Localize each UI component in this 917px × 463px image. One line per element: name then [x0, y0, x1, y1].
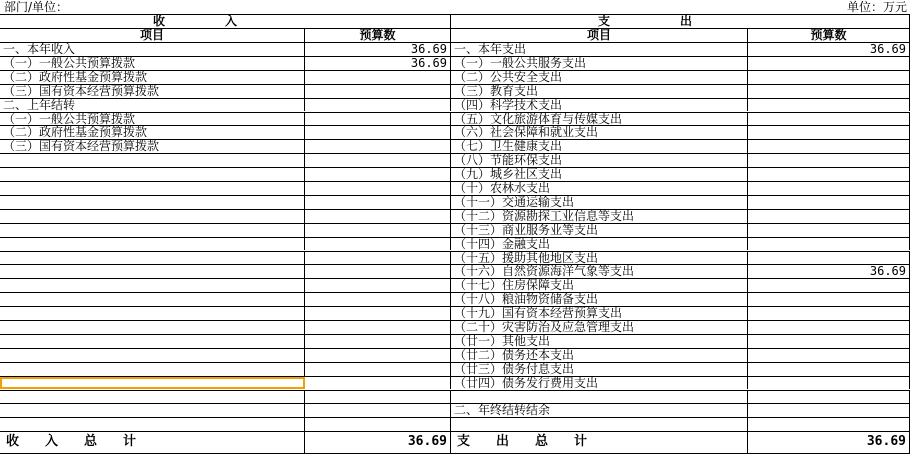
income-item-cell[interactable]: 二、上年结转	[0, 99, 305, 112]
income-item-cell[interactable]	[0, 335, 305, 348]
income-item-cell[interactable]	[0, 307, 305, 320]
income-budget-cell[interactable]: 36.69	[305, 57, 451, 70]
expense-item-cell[interactable]: （廿三）债务付息支出	[451, 363, 748, 376]
table-row	[0, 209, 910, 223]
expense-budget-cell[interactable]	[748, 113, 910, 126]
expense-budget-cell[interactable]	[748, 71, 910, 84]
expense-item-cell[interactable]: （十九）国有资本经营预算支出	[451, 307, 748, 320]
expense-item-cell[interactable]: （八）节能环保支出	[451, 154, 748, 167]
table-row	[0, 42, 910, 56]
expense-budget-cell[interactable]	[748, 210, 910, 223]
income-budget-cell[interactable]	[305, 71, 451, 84]
expense-item-cell[interactable]: （九）城乡社区支出	[451, 168, 748, 181]
income-budget-cell[interactable]	[305, 85, 451, 98]
expense-item-cell[interactable]: （六）社会保障和就业支出	[451, 126, 748, 139]
income-budget-cell[interactable]	[305, 321, 451, 334]
expense-item-cell[interactable]	[451, 391, 748, 404]
expense-item-cell[interactable]: （二）公共安全支出	[451, 71, 748, 84]
table-row	[0, 84, 910, 98]
table-row	[0, 167, 910, 181]
expense-item-cell[interactable]: （四）科学技术支出	[451, 99, 748, 112]
income-budget-cell[interactable]	[305, 265, 451, 278]
income-item-cell[interactable]: （一）一般公共预算拨款	[0, 113, 305, 126]
income-item-cell[interactable]	[0, 363, 305, 376]
expense-item-cell[interactable]: （廿一）其他支出	[451, 335, 748, 348]
income-item-cell[interactable]	[0, 418, 305, 431]
expense-budget-cell[interactable]: 36.69	[748, 43, 910, 56]
income-total-label: 收入总计	[0, 432, 305, 453]
expense-budget-cell[interactable]	[748, 293, 910, 306]
table-row	[0, 181, 910, 195]
income-budget-cell[interactable]	[305, 140, 451, 153]
table-row	[0, 362, 910, 376]
table-row	[0, 139, 910, 153]
expense-budget-cell[interactable]	[748, 252, 910, 265]
income-budget-cell[interactable]	[305, 377, 451, 390]
income-item-cell[interactable]	[0, 168, 305, 181]
table-row	[0, 237, 910, 251]
expense-item-cell[interactable]: （十五）援助其他地区支出	[451, 252, 748, 265]
expense-item-header: 项目	[451, 29, 748, 42]
income-item-cell[interactable]	[0, 182, 305, 195]
income-budget-cell[interactable]	[305, 238, 451, 251]
income-item-cell[interactable]: （一）一般公共预算拨款	[0, 57, 305, 70]
income-budget-cell[interactable]	[305, 196, 451, 209]
income-budget-cell[interactable]	[305, 391, 451, 404]
table-row	[0, 320, 910, 334]
expense-budget-cell[interactable]	[748, 85, 910, 98]
income-item-cell[interactable]	[0, 321, 305, 334]
expense-item-cell[interactable]: （三）教育支出	[451, 85, 748, 98]
table-row	[0, 264, 910, 278]
expense-item-cell[interactable]: （二十）灾害防治及应急管理支出	[451, 321, 748, 334]
income-budget-cell[interactable]	[305, 126, 451, 139]
budget-table	[0, 14, 910, 453]
expense-budget-cell[interactable]	[748, 321, 910, 334]
income-total-value: 36.69	[305, 432, 451, 453]
expense-item-cell[interactable]: 二、年终结转结余	[451, 404, 748, 417]
expense-item-cell[interactable]: （十六）自然资源海洋气象等支出	[451, 265, 748, 278]
expense-item-cell[interactable]: （十）农林水支出	[451, 182, 748, 195]
table-row	[0, 403, 910, 417]
income-budget-cell[interactable]	[305, 418, 451, 431]
expense-item-cell[interactable]: 一、本年支出	[451, 43, 748, 56]
column-header-row	[0, 28, 910, 42]
table-row	[0, 56, 910, 70]
expense-budget-cell[interactable]	[748, 391, 910, 404]
income-budget-cell[interactable]	[305, 293, 451, 306]
section-header-row	[0, 14, 910, 28]
income-item-cell[interactable]	[0, 404, 305, 417]
expense-budget-cell[interactable]	[748, 57, 910, 70]
table-row	[0, 112, 910, 126]
table-row	[0, 376, 910, 390]
income-budget-cell[interactable]	[305, 307, 451, 320]
expense-budget-cell[interactable]	[748, 377, 910, 390]
expense-budget-cell[interactable]	[748, 126, 910, 139]
expense-budget-cell[interactable]	[748, 140, 910, 153]
expense-budget-cell[interactable]	[748, 238, 910, 251]
expense-item-cell[interactable]: （十三）商业服务业等支出	[451, 224, 748, 237]
income-item-header: 项目	[0, 29, 305, 42]
income-item-cell[interactable]	[0, 224, 305, 237]
table-row	[0, 306, 910, 320]
table-row	[0, 251, 910, 265]
expense-budget-cell[interactable]	[748, 224, 910, 237]
table-row	[0, 390, 910, 404]
expense-total-value: 36.69	[748, 432, 910, 453]
income-item-cell[interactable]: （三）国有资本经营预算拨款	[0, 85, 305, 98]
income-item-cell[interactable]	[0, 210, 305, 223]
expense-budget-cell[interactable]	[748, 307, 910, 320]
table-row	[0, 98, 910, 112]
income-budget-cell[interactable]	[305, 168, 451, 181]
table-row	[0, 70, 910, 84]
expense-budget-cell[interactable]	[748, 335, 910, 348]
income-item-cell[interactable]	[0, 265, 305, 278]
expense-item-cell[interactable]: （十一）交通运输支出	[451, 196, 748, 209]
expense-item-cell[interactable]: （廿四）债务发行费用支出	[451, 377, 748, 390]
expense-budget-cell[interactable]	[748, 279, 910, 292]
expense-item-cell[interactable]: （十七）住房保障支出	[451, 279, 748, 292]
expense-item-cell[interactable]: （七）卫生健康支出	[451, 140, 748, 153]
total-row	[0, 431, 910, 453]
expense-budget-cell[interactable]	[748, 404, 910, 417]
expense-budget-cell[interactable]	[748, 363, 910, 376]
income-budget-cell[interactable]	[305, 182, 451, 195]
expense-budget-cell[interactable]	[748, 196, 910, 209]
expense-item-cell[interactable]: （五）文化旅游体育与传媒支出	[451, 113, 748, 126]
table-row	[0, 292, 910, 306]
expense-item-cell[interactable]: （一）一般公共服务支出	[451, 57, 748, 70]
income-budget-cell[interactable]	[305, 113, 451, 126]
income-item-cell[interactable]: 一、本年收入	[0, 43, 305, 56]
income-budget-cell[interactable]	[305, 279, 451, 292]
expense-section-title: 支出	[451, 15, 910, 28]
dept-label: 部门/单位：	[4, 0, 69, 14]
expense-total-label: 支出总计	[451, 432, 748, 453]
income-item-cell[interactable]	[0, 279, 305, 292]
table-row	[0, 125, 910, 139]
expense-budget-cell[interactable]	[748, 99, 910, 112]
income-item-cell[interactable]	[0, 154, 305, 167]
table-row	[0, 278, 910, 292]
income-item-cell[interactable]	[0, 196, 305, 209]
table-row	[0, 417, 910, 431]
income-budget-cell[interactable]: 36.69	[305, 43, 451, 56]
income-item-cell[interactable]	[0, 377, 305, 390]
report-header	[0, 0, 917, 14]
unit-label: 单位：万元	[846, 0, 907, 14]
expense-budget-cell[interactable]	[748, 168, 910, 181]
expense-budget-cell[interactable]	[748, 154, 910, 167]
expense-item-cell[interactable]: （十二）资源勘探工业信息等支出	[451, 210, 748, 223]
expense-budget-cell[interactable]	[748, 182, 910, 195]
income-item-cell[interactable]	[0, 293, 305, 306]
income-item-cell[interactable]: （二）政府性基金预算拨款	[0, 126, 305, 139]
income-budget-cell[interactable]	[305, 210, 451, 223]
income-budget-cell[interactable]	[305, 252, 451, 265]
expense-item-cell[interactable]: （十八）粮油物资储备支出	[451, 293, 748, 306]
income-budget-cell[interactable]	[305, 349, 451, 362]
income-budget-cell[interactable]	[305, 99, 451, 112]
income-budget-cell[interactable]	[305, 404, 451, 417]
income-budget-cell[interactable]	[305, 154, 451, 167]
table-row	[0, 153, 910, 167]
income-item-cell[interactable]: （二）政府性基金预算拨款	[0, 71, 305, 84]
table-row	[0, 348, 910, 362]
income-item-cell[interactable]	[0, 252, 305, 265]
income-budget-cell[interactable]	[305, 224, 451, 237]
income-budget-cell[interactable]	[305, 335, 451, 348]
income-item-cell[interactable]	[0, 391, 305, 404]
expense-item-cell[interactable]: （十四）金融支出	[451, 238, 748, 251]
expense-budget-header: 预算数	[748, 29, 910, 42]
expense-item-cell[interactable]: （廿二）债务还本支出	[451, 349, 748, 362]
expense-budget-cell[interactable]	[748, 418, 910, 431]
income-item-cell[interactable]	[0, 349, 305, 362]
table-row	[0, 334, 910, 348]
expense-budget-cell[interactable]	[748, 349, 910, 362]
income-budget-header: 预算数	[305, 29, 451, 42]
income-section-title: 收入	[0, 15, 451, 28]
expense-item-cell[interactable]	[451, 418, 748, 431]
table-row	[0, 223, 910, 237]
income-item-cell[interactable]: （三）国有资本经营预算拨款	[0, 140, 305, 153]
income-item-cell[interactable]	[0, 238, 305, 251]
table-row	[0, 195, 910, 209]
income-budget-cell[interactable]	[305, 363, 451, 376]
expense-budget-cell[interactable]: 36.69	[748, 265, 910, 278]
